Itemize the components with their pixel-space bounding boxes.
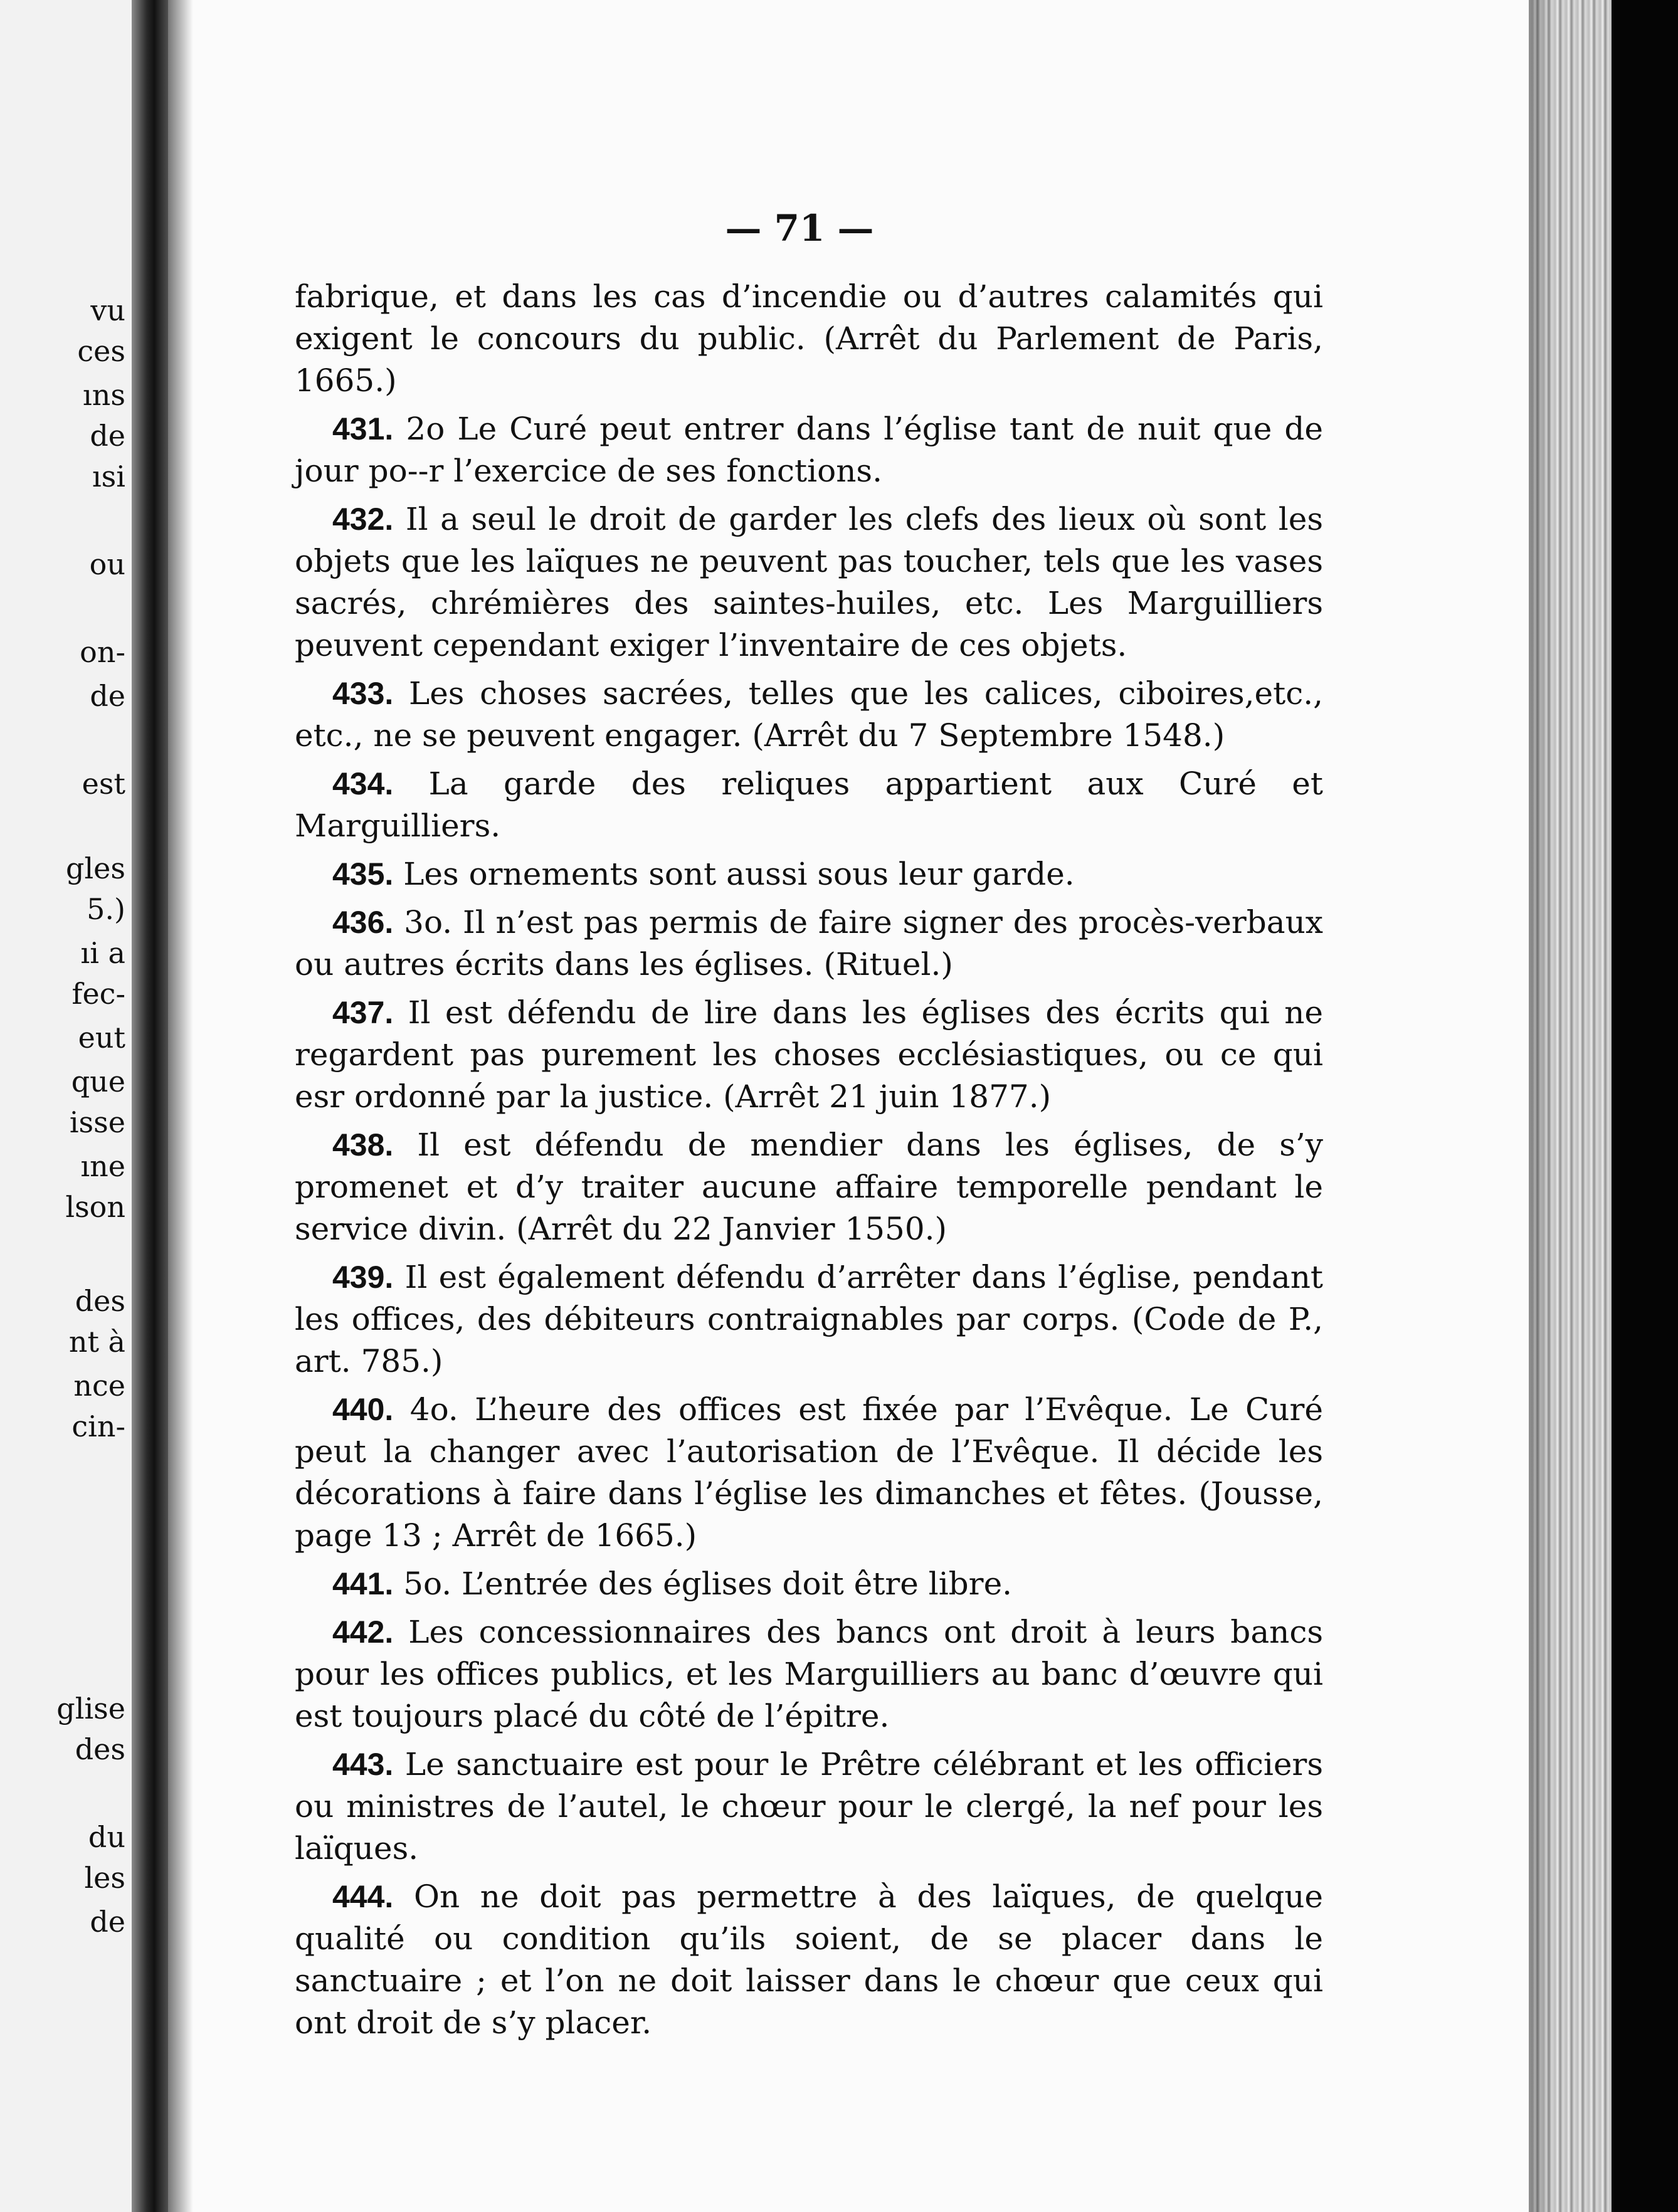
scan-background bbox=[1612, 0, 1678, 2212]
previous-page-line-fragment: fec- bbox=[71, 977, 125, 1011]
previous-page-line-fragment: ıns bbox=[83, 378, 125, 412]
article-paragraph bbox=[295, 902, 1323, 986]
article-number: 432. bbox=[332, 502, 394, 537]
article-paragraph bbox=[295, 763, 1323, 847]
article-paragraph bbox=[295, 1876, 1323, 2044]
article-text: Il est également défendu d’arrêter dans l’église, pendant les offices, des débiteurs contraignables par corps. (Code de P., art. 785.) bbox=[295, 1259, 1323, 1379]
previous-page-line-fragment: de bbox=[90, 679, 125, 713]
article-paragraph bbox=[295, 1389, 1323, 1557]
article-number: 444. bbox=[332, 1879, 394, 1914]
article-list bbox=[295, 408, 1323, 2044]
previous-page-line-fragment: nt à bbox=[68, 1325, 125, 1359]
previous-page-line-fragment: isse bbox=[69, 1105, 125, 1139]
article-number: 442. bbox=[332, 1614, 394, 1650]
previous-page-line-fragment: gles bbox=[66, 851, 125, 885]
article-number: 438. bbox=[332, 1127, 394, 1162]
page-body bbox=[295, 276, 1323, 2050]
article-number: 443. bbox=[332, 1747, 394, 1782]
article-number: 433. bbox=[332, 676, 394, 711]
previous-page-line-fragment: vu bbox=[90, 293, 125, 327]
article-number: 439. bbox=[332, 1260, 394, 1295]
previous-page-line-fragment: on- bbox=[80, 635, 125, 669]
previous-page-line-fragment: ıi a bbox=[80, 936, 125, 970]
previous-page-line-fragment: des bbox=[75, 1732, 125, 1766]
previous-page-line-fragment: lson bbox=[65, 1190, 125, 1224]
article-paragraph bbox=[295, 992, 1323, 1118]
article-text: 2o Le Curé peut entrer dans l’église tant de nuit que de jour po‑‑r l’exercice de ses fonctions. bbox=[295, 411, 1323, 489]
previous-page-text-fragments bbox=[0, 0, 125, 2212]
article-number: 441. bbox=[332, 1566, 394, 1601]
previous-page-line-fragment: ou bbox=[89, 547, 125, 581]
article-text: Il est défendu de mendier dans les églises, de s’y promenet et d’y traiter aucune affaire temporelle pendant le service divin. (Arrêt du 22 Janvier 1550.) bbox=[295, 1127, 1323, 1247]
previous-page-line-fragment: ıne bbox=[80, 1149, 125, 1183]
article-text: Il a seul le droit de garder les clefs des lieux où sont les objets que les laïques ne peuvent pas toucher, tels que les vases sacrés, chrémières des saintes-huiles, etc. Les Marguilliers peuvent cependant exiger l’inventaire de ces objets. bbox=[295, 501, 1323, 663]
article-paragraph bbox=[295, 1256, 1323, 1382]
article-text: 4o. L’heure des offices est fixée par l’Evêque. Le Curé peut la changer avec l’autorisation de l’Evêque. Il décide les décorations à faire dans l’église les dimanches et fêtes. (Jousse, page 13 ; Arrêt de 1665.) bbox=[295, 1391, 1323, 1554]
article-number: 435. bbox=[332, 856, 394, 892]
previous-page-line-fragment: de bbox=[90, 1905, 125, 1939]
previous-page-line-fragment: de bbox=[90, 419, 125, 453]
page-stack-shade bbox=[1529, 0, 1554, 2212]
article-text: Les choses sacrées, telles que les calices, ciboires,etc., etc., ne se peuvent engager. (Arrêt du 7 Septembre 1548.) bbox=[295, 675, 1323, 754]
article-number: 440. bbox=[332, 1392, 394, 1427]
article-paragraph bbox=[295, 1563, 1323, 1605]
article-paragraph bbox=[295, 498, 1323, 666]
previous-page-line-fragment: cin- bbox=[71, 1409, 125, 1443]
previous-page-line-fragment: ısi bbox=[92, 460, 125, 493]
article-number: 431. bbox=[332, 411, 394, 446]
article-paragraph bbox=[295, 408, 1323, 492]
article-text: 3o. Il n’est pas permis de faire signer des procès-verbaux ou autres écrits dans les églises. (Rituel.) bbox=[295, 904, 1323, 982]
article-text: Il est défendu de lire dans les églises des écrits qui ne regardent pas purement les choses ecclésiastiques, ou ce qui esr ordonné par la justice. (Arrêt 21 juin 1877.) bbox=[295, 994, 1323, 1115]
article-text: Le sanctuaire est pour le Prêtre célébrant et les officiers ou ministres de l’autel, le chœur pour le clergé, la nef pour les laïques. bbox=[295, 1746, 1323, 1867]
article-text: On ne doit pas permettre à des laïques, de quelque qualité ou condition qu’ils soient, de se placer dans le sanctuaire ; et l’on ne doit laisser dans le chœur que ceux qui ont droit de s’y placer. bbox=[295, 1878, 1323, 2041]
continued-paragraph: fabrique, et dans les cas d’incendie ou d’autres calamités qui exigent le concours du public. (Arrêt du Parlement de Paris, 1665.) bbox=[295, 278, 1323, 399]
article-text: Les ornements sont aussi sous leur garde. bbox=[393, 856, 1075, 892]
previous-page-line-fragment: eut bbox=[78, 1021, 125, 1055]
previous-page-line-fragment: que bbox=[71, 1065, 125, 1098]
previous-page bbox=[0, 0, 150, 2212]
previous-page-line-fragment: glise bbox=[56, 1692, 125, 1725]
article-paragraph bbox=[295, 1124, 1323, 1250]
article-text: La garde des reliques appartient aux Curé et Marguilliers. bbox=[295, 766, 1323, 844]
previous-page-line-fragment: des bbox=[75, 1284, 125, 1318]
previous-page-line-fragment: est bbox=[82, 767, 125, 801]
article-paragraph bbox=[295, 853, 1323, 895]
previous-page-line-fragment: 5.) bbox=[87, 892, 125, 926]
previous-page-line-fragment: nce bbox=[73, 1369, 125, 1403]
article-paragraph bbox=[295, 1744, 1323, 1870]
article-paragraph bbox=[295, 1611, 1323, 1737]
article-number: 436. bbox=[332, 905, 394, 940]
previous-page-line-fragment: les bbox=[84, 1861, 125, 1895]
book-gutter bbox=[132, 0, 169, 2212]
article-number: 434. bbox=[332, 766, 394, 801]
previous-page-line-fragment: ces bbox=[77, 334, 125, 368]
article-paragraph bbox=[295, 673, 1323, 757]
article-text: 5o. L’entrée des églises doit être libre. bbox=[393, 1566, 1013, 1602]
page-number: — 71 — bbox=[725, 207, 874, 250]
article-number: 437. bbox=[332, 995, 394, 1030]
article-text: Les concessionnaires des bancs ont droit à leurs bancs pour les offices publics, et les Marguilliers au banc d’œuvre qui est toujours placé du côté de l’épitre. bbox=[295, 1614, 1323, 1734]
previous-page-line-fragment: du bbox=[88, 1820, 125, 1854]
page-edge-shadow bbox=[168, 0, 193, 2212]
